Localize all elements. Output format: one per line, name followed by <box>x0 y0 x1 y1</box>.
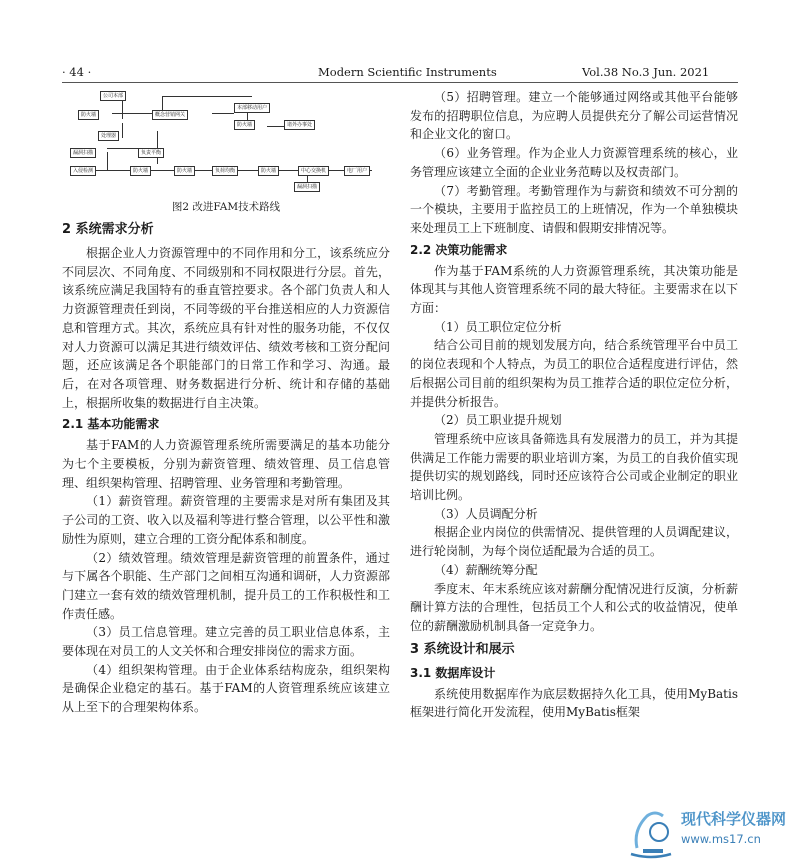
firewall-node: 防火墙 <box>174 166 195 176</box>
journal-title: Modern Scientific Instruments <box>318 65 497 79</box>
paragraph: 根据企业人力资源管理中的不同作用和分工，该系统应分不同层次、不同角度、不同级别和不同权限进行分层。首先，该系统应满足我国特有的垂直管控要求。各个部门负责人和人力资源管理责任到岗，不同等级的平台推送相应的人力资源信息和管理方式。其次，系统应具有针对性的服务功能，不仅仅对人力资源可以满足其进行绩效评估、绩效考核和工资分配问题，还应该满足各个职能部门的日常工作和学习、沟通。最后，在对各项管理、财务数据进行分析、统计和存储的基础上，根据所收集的数据进行自主决策。 <box>62 246 390 410</box>
subsection-heading: 3.1 数据库设计 <box>410 665 496 680</box>
processor-node: 处理器 <box>98 131 119 141</box>
leak-scan-node: 漏洞扫描 <box>70 148 96 158</box>
paragraph: 结合公司目前的规划发展方向，结合系统管理平台中员工的岗位表现和个人特点，为员工的职位合适程度进行评估，然后根据公司目前的组织架构为员工推荐合适的职位定位分析，并提供分析报告。 <box>410 338 738 409</box>
paragraph: 根据企业内岗位的供需情况、提供管理的人员调配建议，进行轮岗制，为每个岗位适配最为合适的员工。 <box>410 525 738 559</box>
list-item: （1）薪资管理。薪资管理的主要需求是对所有集团及其子公司的工资、收入以及福利等进行整合管理，以公平性和激励性为原则，建立合理的工资分配体系和制度。 <box>62 494 390 546</box>
list-item: （7）考勤管理。考勤管理作为与薪资和绩效不可分割的一个模块，主要用于监控员工的上班情况，作为一个单独模块来处理员工上下班制度、请假和假期安排情况等。 <box>410 183 738 235</box>
paragraph: 作为基于FAM系统的人力资源管理系统，其决策功能是体现其与其他人资管理系统不同的最大特征。主要需求在以下方面： <box>410 263 738 316</box>
paragraph: 季度末、年末系统应该对薪酬分配情况进行反演，分析薪酬计算方法的合理性，包括员工个人和公式的收益情况，使单位的薪酬激励机制具备一定竞争力。 <box>410 581 738 633</box>
list-subtitle: （2）员工职业提升规划 <box>434 413 562 428</box>
figure-caption: 图2 改进FAM技术路线 <box>171 201 281 213</box>
firewall-node: 防火墙 <box>258 166 279 176</box>
paragraph: 基于FAM的人力资源管理系统所需要满足的基本功能分为七个主要模板，分别为薪资管理、绩效管理、员工信息管理、组织架构管理、招聘管理、业务管理和考勤管理。 <box>62 438 390 490</box>
intrusion-detect-node: 入侵检测 <box>70 166 96 176</box>
header-rule <box>62 82 738 83</box>
load-balance-node: 负责平衡 <box>138 148 164 158</box>
paragraph: 系统使用数据库作为底层数据持久化工具，使用MyBatis框架进行简化开发流程，使用MyBatis框架 <box>410 686 738 720</box>
company-hq-node: 公司本部 <box>100 91 126 101</box>
watermark-title: 现代科学仪器网 <box>681 810 787 828</box>
microscope-logo-icon <box>623 802 679 862</box>
mobile-user-node: 本部移动用户 <box>234 103 270 113</box>
telecom-user-node: 电厂用户 <box>344 166 370 176</box>
leak-scan-node: 漏洞扫描 <box>294 182 320 192</box>
watermark-url: www.ms17.cn <box>681 832 761 846</box>
list-item: （3）员工信息管理。建立完善的员工职业信息体系，主要体现在对员工的人文关怀和合理安排岗位的需求方面。 <box>62 625 390 659</box>
firewall-node: 防火墙 <box>234 120 255 130</box>
network-diagram <box>62 88 390 198</box>
subsection-heading: 2.2 决策功能需求 <box>410 242 508 257</box>
left-column <box>62 88 390 717</box>
watermark <box>623 802 793 862</box>
firewall-node: 防火墙 <box>78 110 99 120</box>
section-heading: 2 系统需求分析 <box>62 222 154 237</box>
subsection-heading: 2.1 基本功能需求 <box>62 417 160 432</box>
list-item: （6）业务管理。作为企业人力资源管理系统的核心，业务管理应该建立全面的企业业务范畴以及权责部门。 <box>410 146 738 179</box>
list-item: （2）绩效管理。绩效管理是薪资管理的前置条件，通过与下属各个职能、生产部门之间相互沟通和调研，人力资源部门建立一套有效的绩效管理机制，提升员工的工作积极性和工作责任感。 <box>62 550 390 621</box>
list-subtitle: （3）人员调配分析 <box>434 506 538 521</box>
list-item: （5）招聘管理。建立一个能够通过网络或其他平台能够发布的招聘职位信息，为应聘人员提供充分了解公司运营情况和企业文化的窗口。 <box>410 90 738 142</box>
issue-info: Vol.38 No.3 Jun. 2021 <box>582 65 710 79</box>
list-subtitle: （1）员工职位定位分析 <box>434 319 562 334</box>
remote-office-node: 诸外办事处 <box>284 120 315 130</box>
page-number: · 44 · <box>62 65 92 79</box>
section-heading: 3 系统设计和展示 <box>410 641 515 657</box>
firewall-node: 防火墙 <box>130 166 151 176</box>
right-column <box>410 88 738 722</box>
center-switch-node: 中心交换机 <box>298 166 329 176</box>
load-balance-node: 负荷均衡 <box>212 166 238 176</box>
list-subtitle: （4）薪酬统筹分配 <box>434 562 538 577</box>
list-item: （4）组织架构管理。由于企业体系结构庞杂，组织架构是确保企业稳定的基石。基于FAM的人资管理系统应该建立从上至下的合理架构体系。 <box>62 662 390 715</box>
paragraph: 管理系统中应该具备筛选具有发展潜力的员工，并为其提供满足工作能力需要的职业培训方案，为员工的自我价值实现提供切实的规划路线，同时还应该符合公司或企业制定的职业培训比例。 <box>410 431 738 503</box>
gateway-node: 概念营销网关 <box>152 110 188 120</box>
